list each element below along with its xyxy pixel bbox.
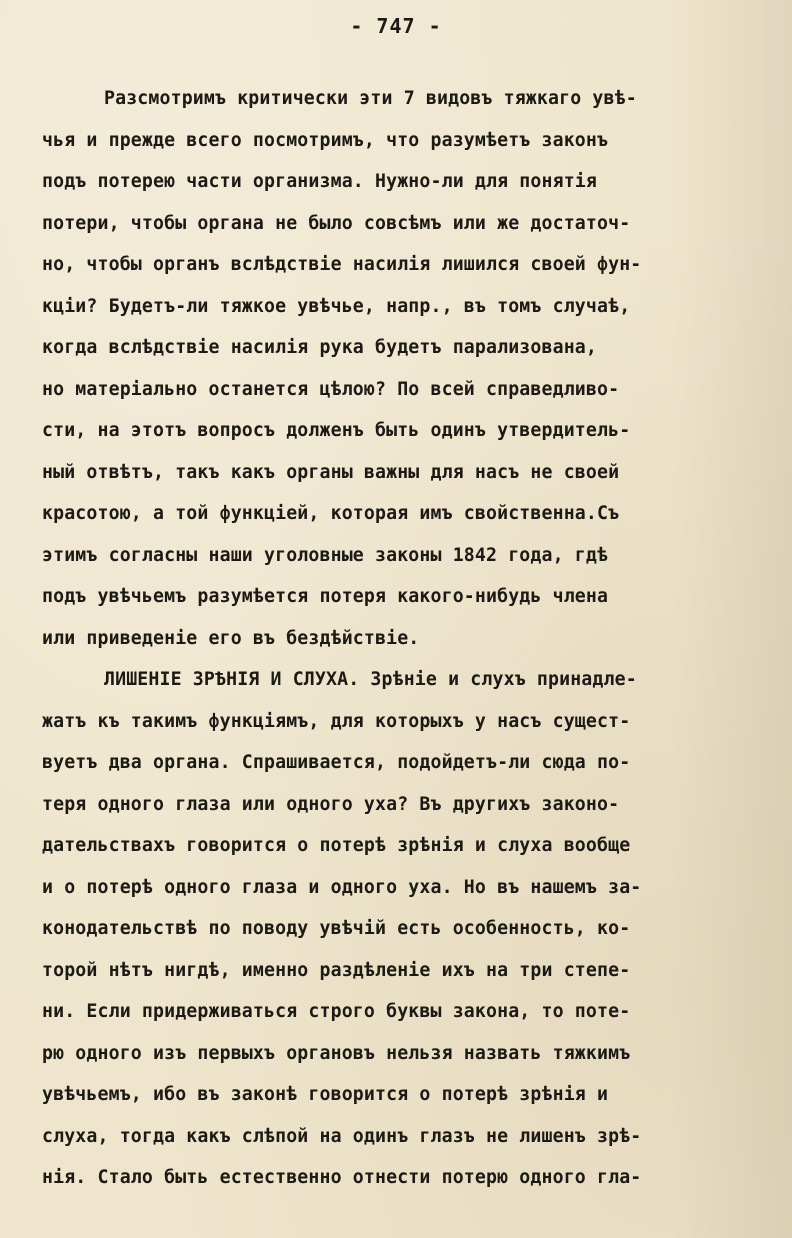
text-line: потери, чтобы органа не было совсѣмъ или же достаточ- (42, 212, 631, 234)
text-line: когда вслѣдствіе насилія рука будетъ парализована, (42, 337, 597, 358)
paragraph-2 (42, 665, 742, 1205)
text-line: но, чтобы органъ вслѣдствіе насилія лишился своей фун- (42, 254, 642, 275)
text-line: или приведеніе его въ бездѣйствіе. (42, 627, 420, 649)
text-line: конодательствѣ по поводу увѣчій есть особенность, ко- (42, 918, 631, 939)
text-line: этимъ согласны наши уголовные законы 1842 года, гдѣ (42, 544, 609, 566)
text-line: вуетъ два органа. Спрашивается, подойдетъ-ли сюда по- (42, 752, 631, 773)
text-line: кціи? Будетъ-ли тяжкое увѣчье, напр., въ томъ случаѣ, (42, 295, 631, 317)
text-line: но матеріально останется цѣлою? По всей справедливо- (42, 378, 620, 400)
text-line: и о потерѣ одного глаза и одного уха. Но въ нашемъ за- (42, 876, 642, 898)
text-line: жатъ къ такимъ функціямъ, для которыхъ у насъ сущест- (42, 710, 631, 732)
text-line: слуха, тогда какъ слѣпой на одинъ глазъ не лишенъ зрѣ- (42, 1125, 642, 1147)
paragraph-1 (42, 84, 742, 665)
page-number: - 747 - (350, 14, 442, 38)
text-line: ЛИШЕНІЕ ЗРѢНІЯ И СЛУХА. Зрѣніе и слухъ принадле- (104, 669, 637, 690)
text-line: подъ потерею части организма. Нужно-ли для понятія (42, 171, 597, 192)
text-line: красотою, а той функціей, которая имъ свойственна.Съ (42, 503, 620, 524)
text-line: ный отвѣтъ, такъ какъ органы важны для насъ не своей (42, 461, 620, 483)
text-line: сти, на этотъ вопросъ долженъ быть одинъ утвердитель- (42, 420, 631, 441)
text-line: увѣчьемъ, ибо въ законѣ говорится о потерѣ зрѣнія и (42, 1084, 609, 1105)
body-text (42, 84, 742, 1205)
text-line: подъ увѣчьемъ разумѣется потеря какого-нибудь члена (42, 586, 609, 607)
text-line: дательствахъ говорится о потерѣ зрѣнія и слуха вообще (42, 835, 631, 856)
text-line: рю одного изъ первыхъ органовъ нельзя назвать тяжкимъ (42, 1042, 631, 1064)
text-line: ни. Если придерживаться строго буквы закона, то поте- (42, 1001, 631, 1022)
text-line: Разсмотримъ критически эти 7 видовъ тяжкаго увѣ- (104, 88, 637, 109)
text-line: теря одного глаза или одного уха? Въ другихъ законо- (42, 793, 620, 815)
text-line: нія. Стало быть естественно отнести потерю одного гла- (42, 1167, 642, 1188)
text-line: торой нѣтъ нигдѣ, именно раздѣленіе ихъ на три степе- (42, 959, 631, 981)
text-line: чья и прежде всего посмотримъ, что разумѣетъ законъ (42, 129, 609, 151)
